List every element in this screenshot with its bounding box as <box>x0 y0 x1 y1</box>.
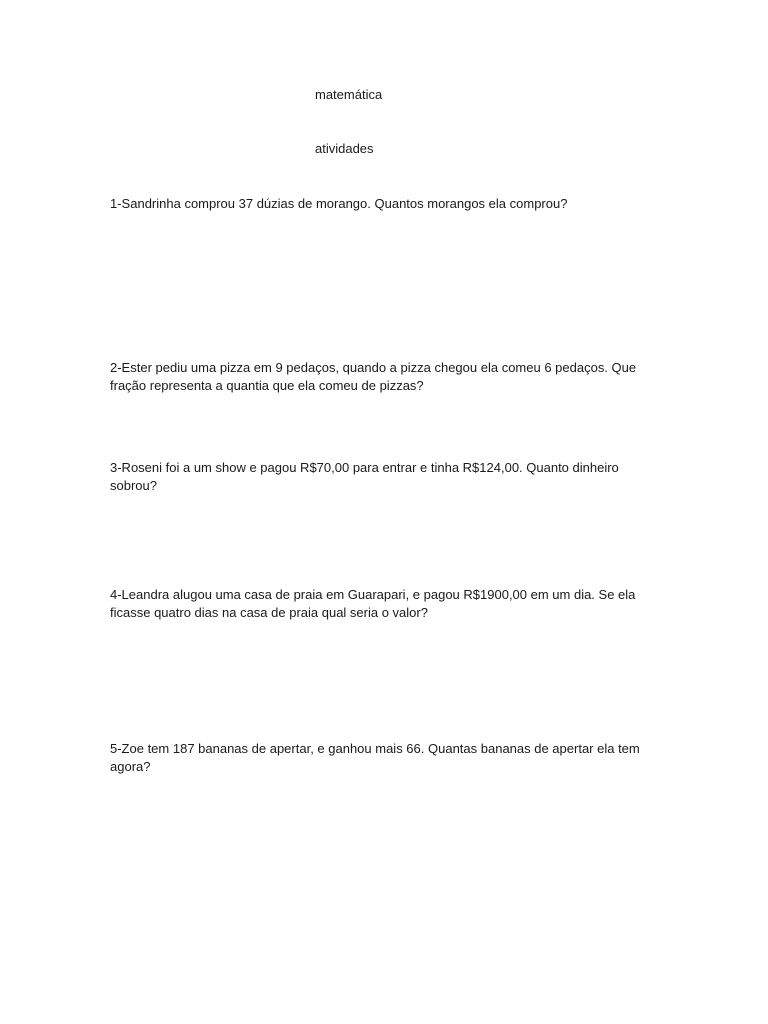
question-2: 2-Ester pediu uma pizza em 9 pedaços, quando a pizza chegou ela comeu 6 pedaços. Que fração representa a quantia que ela comeu de pizzas? <box>110 360 637 393</box>
document-title: matemática <box>315 87 383 102</box>
question-3: 3-Roseni foi a um show e pagou R$70,00 para entrar e tinha R$124,00. Quanto dinheiro sobrou? <box>110 460 619 493</box>
question-4: 4-Leandra alugou uma casa de praia em Guarapari, e pagou R$1900,00 em um dia. Se ela ficasse quatro dias na casa de praia qual seria o valor? <box>110 587 636 620</box>
document-subtitle: atividades <box>315 141 374 156</box>
question-5: 5-Zoe tem 187 bananas de apertar, e ganhou mais 66. Quantas bananas de apertar ela tem agora? <box>110 741 640 774</box>
question-1: 1-Sandrinha comprou 37 dúzias de morango. Quantos morangos ela comprou? <box>110 196 568 211</box>
